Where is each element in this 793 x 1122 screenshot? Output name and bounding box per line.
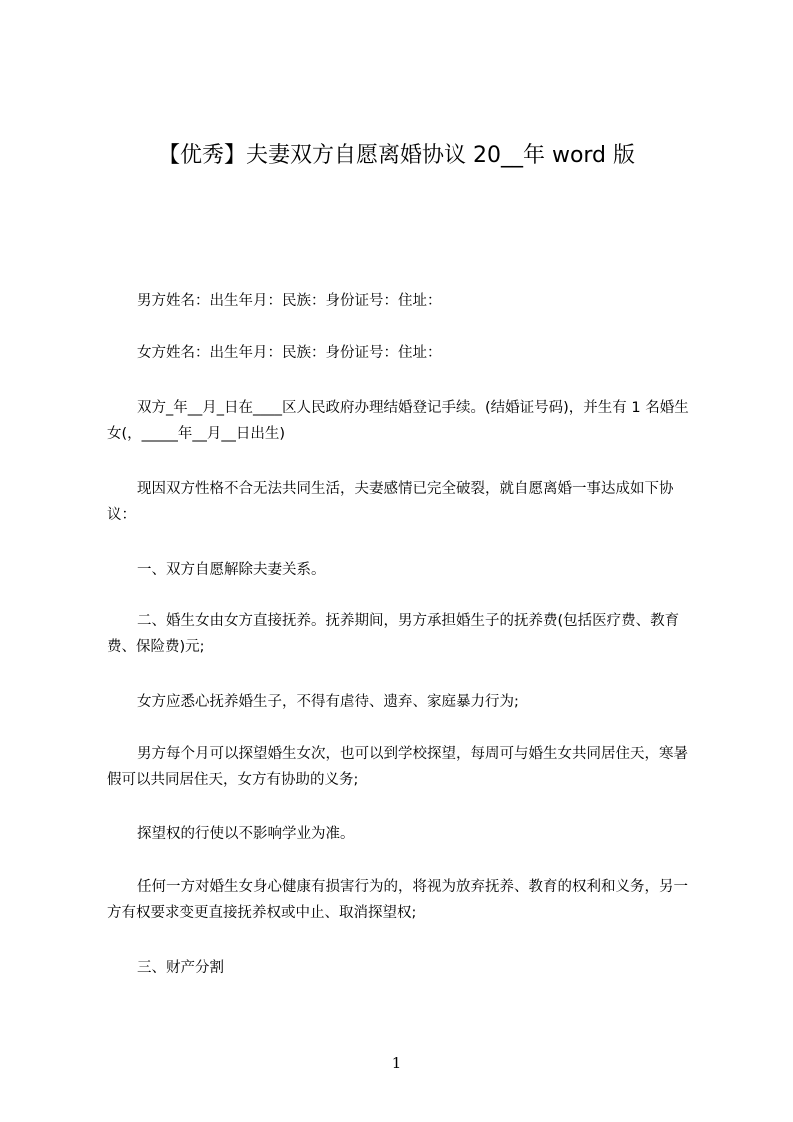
paragraph-care-duty: 女方应悉心抚养婚生子，不得有虐待、遗弃、家庭暴力行为;: [137, 694, 519, 710]
paragraph-marriage-registration: 双方_年__月_日在____区人民政府办理结婚登记手续。(结婚证号码)，并生有 1 名婚生女(，_____年__月__日出生): [107, 400, 689, 442]
paragraph-visitation: 男方每个月可以探望婚生女次，也可以到学校探望，每周可与婚生女共同居住天，寒暑假可以共同居住天，女方有协助的义务;: [107, 746, 688, 788]
paragraph-clause-three: 三、财产分割: [137, 960, 224, 976]
page-number: 1: [391, 1054, 402, 1072]
paragraph-harm-clause: 任何一方对婚生女身心健康有损害行为的，将视为放弃抚养、教育的权利和义务，另一方有权要求变更直接抚养权或中止、取消探望权;: [107, 879, 688, 921]
paragraph-clause-two: 二、婚生女由女方直接抚养。抚养期间，男方承担婚生子的抚养费(包括医疗费、教育费、保险费)元;: [107, 613, 680, 655]
paragraph-reason: 现因双方性格不合无法共同生活，夫妻感情已完全破裂，就自愿离婚一事达成如下协议：: [107, 481, 674, 523]
paragraph-clause-one: 一、双方自愿解除夫妻关系。: [137, 562, 326, 578]
paragraph-male-info: 男方姓名：出生年月：民族：身份证号：住址：: [137, 293, 442, 309]
document-title: 【优秀】夫妻双方自愿离婚协议 20__年 word 版: [157, 143, 636, 168]
paragraph-visitation-limit: 探望权的行使以不影响学业为准。: [137, 826, 355, 842]
paragraph-female-info: 女方姓名：出生年月：民族：身份证号：住址：: [137, 345, 442, 361]
